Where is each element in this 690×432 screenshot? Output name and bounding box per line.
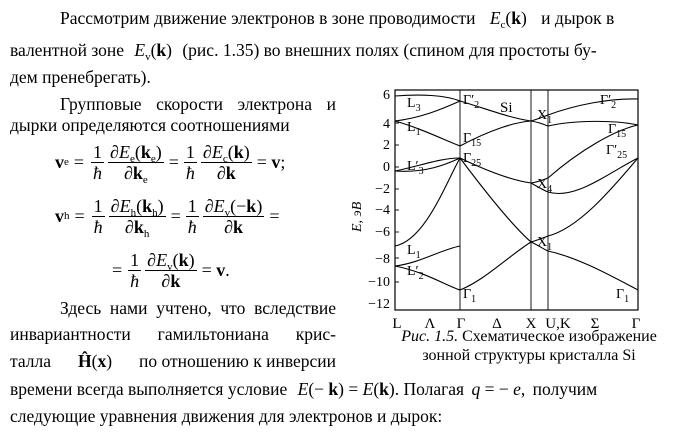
para3-line4-text-b: . Полагая	[394, 379, 465, 399]
label-X1-upper: $X_1$	[537, 108, 553, 126]
label-G2-prime-left: $\Gamma'_2$	[463, 93, 480, 111]
label-L3: $L_3$	[407, 96, 421, 114]
y-tick-neg2: −2	[375, 182, 390, 197]
band-L1-to-G2	[395, 101, 460, 121]
para1-line1-text-b: и дырок в	[541, 8, 615, 28]
y-tick-neg10: −10	[368, 275, 390, 290]
label-G15-right: $\Gamma_{15}$	[608, 122, 627, 140]
para3-line4-text-c: получим	[532, 379, 598, 399]
band-UK-G1	[548, 251, 638, 290]
band-G25-X1	[460, 158, 531, 242]
band-curves	[395, 95, 638, 290]
valence-band-symbol: $E_v(k)$	[134, 40, 172, 63]
para3-line4-text-a: времени всегда выполняется условие	[10, 379, 288, 399]
para3-line5: следующие уравнения движения для электронов и дырок:	[10, 406, 443, 426]
para1-line1-text-a: Рассмотрим движение электронов в зоне проводимости	[60, 8, 476, 28]
para2-line1: Групповые скорости электрона и	[60, 94, 336, 114]
band-UK-G25b	[548, 158, 638, 236]
x-tick-X: X	[525, 316, 537, 332]
para3-line3	[10, 350, 336, 372]
y-tick-neg12: −12	[368, 297, 390, 312]
time-reversal-condition: E(− k) = E(k)	[297, 379, 395, 399]
label-G1-left: $\Gamma_1$	[463, 287, 477, 305]
band-UK-G25a	[548, 158, 638, 194]
y-tick-neg8: −8	[375, 252, 390, 267]
y-tick-marks	[395, 123, 399, 282]
y-tick-6: 6	[383, 88, 390, 103]
band-upper-L	[395, 95, 460, 101]
hamiltonian-symbol: Ĥ(x)	[78, 351, 113, 371]
figure-caption	[368, 327, 690, 365]
para3-line4	[10, 378, 640, 400]
material-label: Si	[500, 100, 513, 116]
symmetry-point-labels	[407, 93, 629, 305]
label-X1-lower: $X_1$	[537, 235, 553, 253]
band-UK-G15a	[548, 121, 638, 126]
label-G15-left: $\Gamma_{15}$	[463, 131, 482, 149]
caption-text1: Схематическое изображение	[462, 328, 657, 345]
x-tick-Gamma: Γ	[456, 316, 466, 332]
x-tick-UK: U,K	[545, 316, 571, 332]
para1-line2	[10, 39, 640, 61]
band-L-lowest	[395, 266, 460, 290]
caption-label: Рис. 1.5.	[401, 328, 459, 345]
label-L1-upper: $L_1$	[407, 120, 421, 138]
x-tick-Lambda: Λ	[424, 316, 436, 332]
caption-line2: зонной структуры кристалла Si	[422, 347, 636, 364]
x-tick-Delta: Δ	[492, 316, 502, 332]
equation-vh: v h = $\frac{1}{ħ}$ $\frac{\partial E_h(k_h)}{\partial k_h}$ = $\frac{1}{ħ}$ $\frac{\partial E_v(-k)}{\partial k}$ =	[55, 195, 280, 240]
para3-line1: Здесь нами учтено, что вследствие	[60, 298, 336, 318]
para1-line3: дем пренебрегать).	[10, 67, 151, 87]
para3-line2: инвариантности гамильтониана крис-	[10, 324, 336, 344]
para2-line2: дырки определяются соотношениями	[10, 115, 290, 135]
band-G1-X1	[460, 242, 531, 290]
band-L1-to-G15	[395, 121, 460, 146]
charge-substitution: q = − e,	[471, 379, 526, 399]
para1-line2-text-a: валентной зоне	[10, 40, 125, 60]
label-G25-prime-right: $\Gamma'_{25}$	[606, 143, 628, 161]
conduction-band-symbol: $E_c(k)$	[489, 8, 527, 31]
label-G25-left: $\Gamma_{25}$	[463, 151, 482, 169]
label-G2-prime-right: $\Gamma'_2$	[600, 93, 617, 111]
y-tick-0: 0	[383, 160, 390, 175]
label-L1-lower: $L_1$	[407, 243, 421, 261]
y-axis-label: E, эВ	[350, 201, 365, 232]
para3-line3-text-b: по отношению к инверсии	[139, 351, 336, 371]
label-G1-right: $\Gamma_1$	[616, 287, 630, 305]
para1-line1	[60, 7, 640, 29]
label-X4: $X_4$	[537, 177, 553, 195]
equation-ve: v e = $\frac{1}{ħ}$ $\frac{\partial E_e(k_e)}{\partial k_e}$ = $\frac{1}{ħ}$ $\frac{\partial E_c(k)}{\partial k}$ = v;	[55, 141, 286, 186]
para3-line3-text-a: талла	[10, 351, 52, 371]
y-axis-ticks	[368, 88, 390, 312]
band-L2p	[395, 246, 460, 266]
band-UK-G2p	[548, 99, 638, 115]
x-tick-Sigma: Σ	[590, 316, 600, 332]
label-L2-prime: $L'_2$	[407, 264, 424, 282]
equation-vh-cont: = $\frac{1}{ħ}$ $\frac{\partial E_v(k)}{\partial k}$ = v.	[112, 249, 230, 291]
y-tick-2: 2	[383, 138, 390, 153]
caption-line1	[368, 327, 690, 346]
label-L3-prime: $L'_3$	[407, 159, 424, 177]
y-tick-neg6: −6	[375, 225, 390, 240]
x-tick-Gamma-end: Γ	[631, 316, 641, 332]
x-tick-L: L	[392, 316, 402, 332]
y-tick-4: 4	[383, 117, 390, 132]
para1-line2-text-b: (рис. 1.35) во внешних полях (спином для простоты бу-	[182, 40, 597, 60]
y-tick-neg4: −4	[375, 203, 390, 218]
